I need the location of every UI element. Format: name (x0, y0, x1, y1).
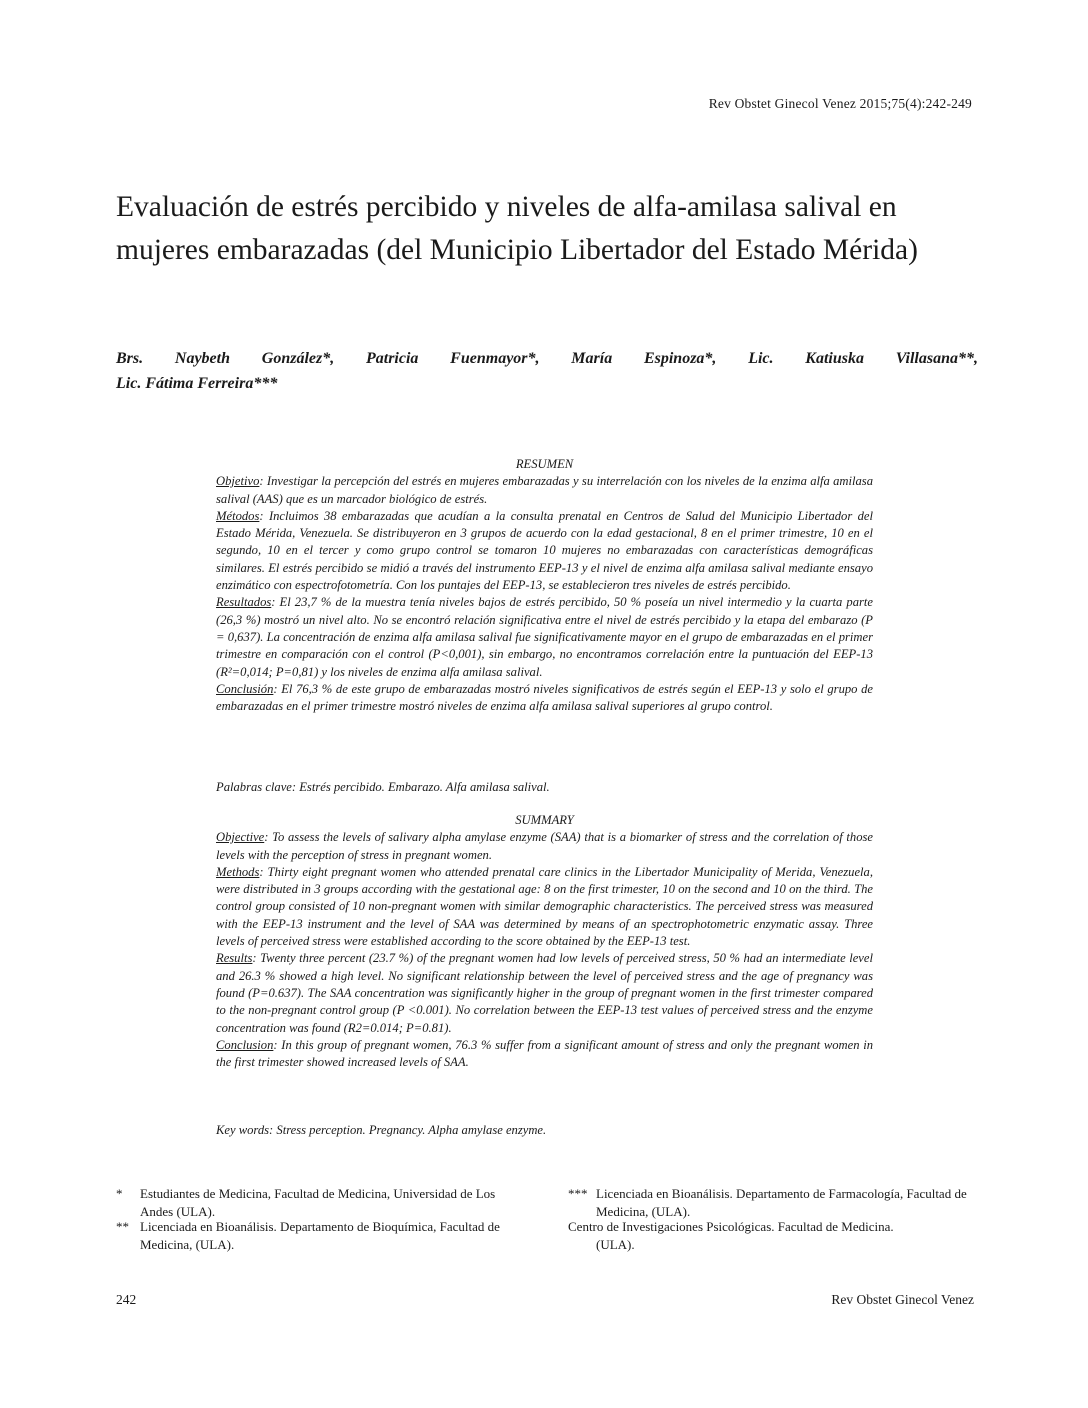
results-label: Results (216, 951, 253, 966)
resultados-label: Resultados (216, 595, 272, 610)
footnote-2-mark: ** (116, 1219, 129, 1234)
footnote-4 (568, 1218, 978, 1253)
results-text: : Twenty three percent (23.7 %) of the pregnant women had low levels of perceived stress, 50 % had an intermediate level and 26.3 % showed a high level. No significant relationship between the level of perceived stress and the age of pregnancy was found (P=0.637). The SAA concentration was significantly higher in the group of pregnant women in the first trimester compared to the non-pregnant control group (P <0.001). No correlation between the EEP-13 test values of perceived stress and the enzyme concentration was found (R2=0.014; P=0.81). (216, 951, 873, 1035)
palabras-clave (216, 779, 873, 796)
footnote-2-text: Licenciada en Bioanálisis. Departamento de Bioquímica, Facultad de Medicina, (ULA). (140, 1219, 500, 1252)
objetivo-label: Objetivo (216, 474, 260, 489)
key-words (216, 1122, 873, 1139)
resumen-resultados (216, 594, 873, 680)
summary-heading: SUMMARY (515, 813, 574, 827)
key-words-text: Key words: Stress perception. Pregnancy. Alpha amylase enzyme. (216, 1123, 547, 1137)
author-line-2: Lic. Fátima Ferreira*** (116, 375, 278, 392)
methods-label: Methods (216, 864, 260, 879)
conclusion-text-en: : In this group of pregnant women, 76.3 % suffer from a significant amount of stress and only the pregnant women in the first trimester showed increased levels of SAA. (216, 1037, 873, 1070)
resumen-section (216, 456, 873, 715)
footnote-4-line-1: Centro de Investigaciones Psicológicas. Facultad de Medicina. (568, 1219, 894, 1234)
conclusion-text: : El 76,3 % de este grupo de embarazadas mostró niveles significativos de estrés según el EEP-13 y solo el grupo de embarazadas en el primer trimestre mostró niveles de enzima alfa amilasa salival superiores al grupo control. (216, 681, 873, 714)
objective-text: : To assess the levels of salivary alpha amylase enzyme (SAA) that is a biomarker of stress and the correlation of those levels with the perception of stress in pregnant women. (216, 830, 873, 862)
page-number: 242 (116, 1292, 137, 1307)
conclusion-label-en: Conclusion (216, 1037, 274, 1052)
footer-journal: Rev Obstet Ginecol Venez (831, 1292, 974, 1307)
palabras-clave-text: Palabras clave: Estrés percibido. Embarazo. Alfa amilasa salival. (216, 780, 550, 794)
footnote-3-mark: *** (568, 1186, 588, 1201)
footnote-1-mark: * (116, 1186, 123, 1201)
journal-reference: Rev Obstet Ginecol Venez 2015;75(4):242-249 (708, 96, 972, 111)
resumen-heading: RESUMEN (515, 457, 574, 471)
objetivo-text: : Investigar la percepción del estrés en mujeres embarazadas y su interrelación con los niveles de la enzima alfa amilasa salival (AAS) que es un marcador biológico de estrés. (216, 474, 873, 506)
summary-section (216, 812, 873, 1071)
summary-objective (216, 829, 873, 864)
article-title: Evaluación de estrés percibido y niveles de alfa-amilasa salival en mujeres embarazadas (del Municipio Libertador del Estado Mérida) (116, 191, 918, 266)
objective-label: Objective (216, 830, 265, 845)
metodos-label: Métodos (216, 508, 260, 523)
footnote-1 (116, 1185, 521, 1220)
summary-conclusion (216, 1037, 873, 1072)
summary-results (216, 950, 873, 1036)
footnote-4-line-2: (ULA). (596, 1236, 635, 1252)
conclusion-label: Conclusión (216, 681, 274, 696)
author-line-1: Brs. Naybeth González*, Patricia Fuenmayor*, María Espinoza*, Lic. Katiuska Villasana**, (116, 350, 978, 367)
footnote-3-text: Licenciada en Bioanálisis. Departamento de Farmacología, Facultad de Medicina, (ULA). (596, 1186, 967, 1219)
author-list (116, 346, 978, 396)
resumen-metodos (216, 508, 873, 594)
metodos-text: : Incluimos 38 embarazadas que acudían a la consulta prenatal en Centros de Salud del Municipio Libertador del Estado Mérida, Venezuela. Se distribuyeron en 3 grupos de acuerdo con la edad gestacional, 8 en el primer trimestre, 10 en el segundo, 10 en el tercer y como grupo control se tomaron 10 mujeres no embarazadas con características demográficas similares. El estrés percibido se midió a través del instrumento EEP-13 y el nivel de enzima alfa amilasa salival mediante ensayo enzimático con espectrofotometría. Con los puntajes del EEP-13, se establecieron tres niveles de estrés percibido. (216, 508, 873, 593)
summary-methods (216, 864, 873, 950)
resultados-text: : El 23,7 % de la muestra tenía niveles bajos de estrés percibido, 50 % poseía un nivel intermedio y la cuarta parte (26,3 %) mostró un nivel alto. No se encontró relación significativa entre el nivel de estrés percibido y la etapa del embarazo (P = 0,637). La concentración de enzima alfa amilasa salival fue significativamente mayor en el grupo de embarazadas en el primer trimestre en comparación con el control (P<0,001), sin embargo, no encontramos correlación entre la puntuación del EEP-13 (R²=0,014; P=0,81) y los niveles de enzima alfa amilasa salival. (216, 595, 873, 679)
footnote-2 (116, 1218, 521, 1253)
resumen-conclusion (216, 681, 873, 716)
footnote-3 (568, 1185, 978, 1220)
methods-text: : Thirty eight pregnant women who attended prenatal care clinics in the Libertador Municipality of Merida, Venezuela, were distributed in 3 groups according with the gestational age: 8 on the first trimester, 10 on the second and 10 on the third. The control group consisted of 10 non-pregnant women with similar demographic characteristics. The perceived stress was measured with the EEP-13 instrument and the level of SAA was determined by means of an spectrophotometric enzymatic assay. Three levels of perceived stress were established according to the score obtained by the EEP-13 test. (216, 864, 873, 949)
resumen-objetivo (216, 473, 873, 508)
footnote-1-text: Estudiantes de Medicina, Facultad de Medicina, Universidad de Los Andes (ULA). (140, 1186, 496, 1219)
